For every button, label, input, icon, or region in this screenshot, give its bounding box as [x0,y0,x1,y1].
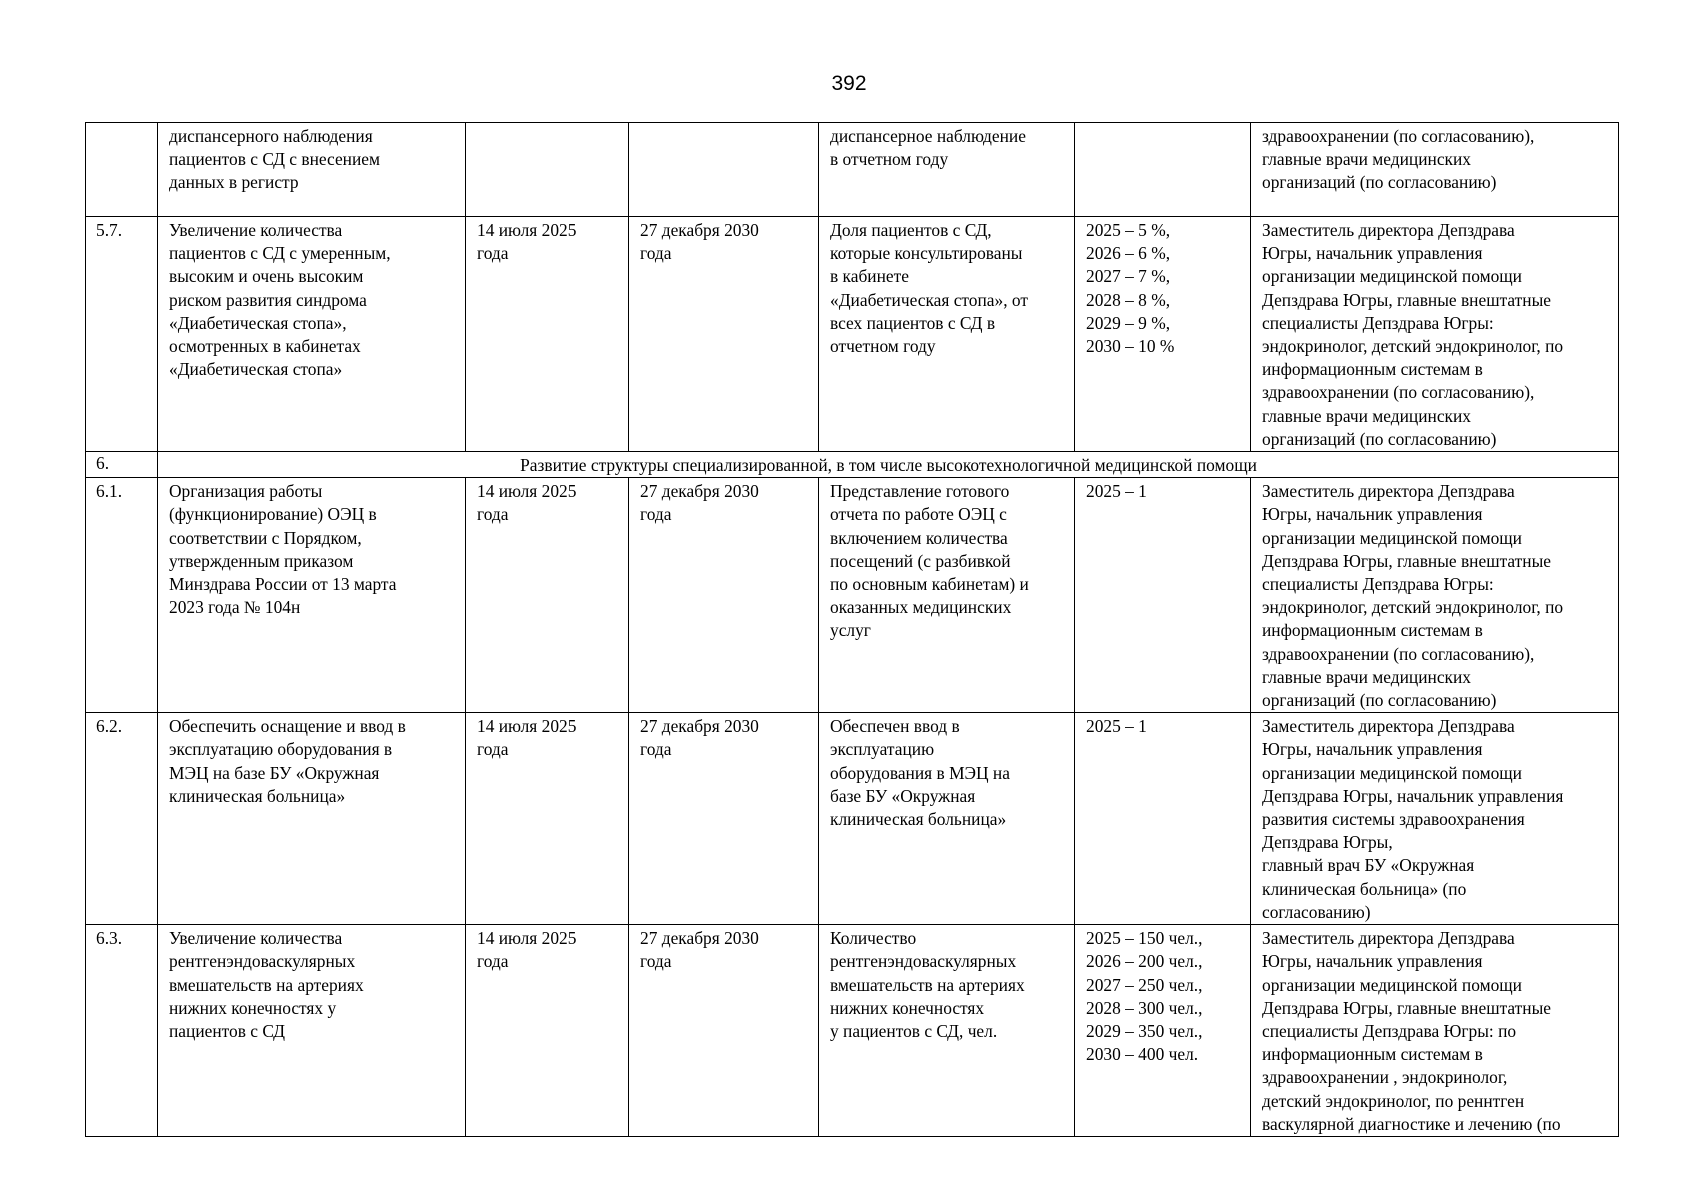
values-cell: 2025 – 1 [1075,713,1251,925]
indicator-cell: Обеспечен ввод в эксплуатацию оборудования в МЭЦ на базе БУ «Окружная клиническая больница» [819,713,1075,925]
row-number: 5.7. [86,217,158,452]
table-row [86,478,1619,713]
responsible-cell: Заместитель директора Депздрава Югры, начальник управления организации медицинской помощи Депздрава Югры, главные внештатные специалисты Депздрава Югры: по информационным системам в здравоохранении , эндокринолог, детский эндокринолог, по реннтген васкулярной диагностике и лечению (по [1251,925,1619,1137]
row-number: 6.3. [86,925,158,1137]
section-row [86,452,1619,478]
responsible-cell: Заместитель директора Депздрава Югры, начальник управления организации медицинской помощи Депздрава Югры, главные внештатные специалисты Депздрава Югры: эндокринолог, детский эндокринолог, по информационным системам в здравоохранении (по согласованию), главные врачи медицинских организаций (по согласованию) [1251,478,1619,713]
table-row [86,123,1619,217]
activity-cell: Обеспечить оснащение и ввод в эксплуатацию оборудования в МЭЦ на базе БУ «Окружная клиническая больница» [158,713,466,925]
values-cell: 2025 – 150 чел., 2026 – 200 чел., 2027 – 250 чел., 2028 – 300 чел., 2029 – 350 чел., 2030 – 400 чел. [1075,925,1251,1137]
start-date-cell: 14 июля 2025 года [466,478,629,713]
start-date-cell: 14 июля 2025 года [466,713,629,925]
start-date-cell: 14 июля 2025 года [466,217,629,452]
responsible-cell: Заместитель директора Депздрава Югры, начальник управления организации медицинской помощи Депздрава Югры, начальник управления развития системы здравоохранения Депздрава Югры, главный врач БУ «Окружная клиническая больница» (по согласованию) [1251,713,1619,925]
indicator-cell: Представление готового отчета по работе ОЭЦ с включением количества посещений (с разбивкой по основным кабинетам) и оказанных медицинских услуг [819,478,1075,713]
table-row [86,217,1619,452]
values-cell [1075,123,1251,217]
end-date-cell [629,123,819,217]
end-date-cell: 27 декабря 2030 года [629,478,819,713]
values-cell: 2025 – 5 %, 2026 – 6 %, 2027 – 7 %, 2028 – 8 %, 2029 – 9 %, 2030 – 10 % [1075,217,1251,452]
end-date-cell: 27 декабря 2030 года [629,925,819,1137]
page-number: 392 [831,72,867,95]
end-date-cell: 27 декабря 2030 года [629,217,819,452]
table-row [86,925,1619,1137]
row-number [86,123,158,217]
measures-table [85,122,1619,1137]
start-date-cell: 14 июля 2025 года [466,925,629,1137]
row-number: 6.1. [86,478,158,713]
responsible-cell: Заместитель директора Депздрава Югры, начальник управления организации медицинской помощи Депздрава Югры, главные внештатные специалисты Депздрава Югры: эндокринолог, детский эндокринолог, по информационным системам в здравоохранении (по согласованию), главные врачи медицинских организаций (по согласованию) [1251,217,1619,452]
indicator-cell: диспансерное наблюдение в отчетном году [819,123,1075,217]
indicator-cell: Доля пациентов с СД, которые консультированы в кабинете «Диабетическая стопа», от всех пациентов с СД в отчетном году [819,217,1075,452]
indicator-cell: Количество рентгенэндоваскулярных вмешательств на артериях нижних конечностях у пациентов с СД, чел. [819,925,1075,1137]
row-number: 6.2. [86,713,158,925]
section-title: Развитие структуры специализированной, в том числе высокотехнологичной медицинской помощи [158,452,1619,478]
activity-cell: Увеличение количества рентгенэндоваскулярных вмешательств на артериях нижних конечностях у пациентов с СД [158,925,466,1137]
values-cell: 2025 – 1 [1075,478,1251,713]
section-number: 6. [86,452,158,478]
activity-cell: Увеличение количества пациентов с СД с умеренным, высоким и очень высоким риском развития синдрома «Диабетическая стопа», осмотренных в кабинетах «Диабетическая стопа» [158,217,466,452]
table-row [86,713,1619,925]
activity-cell: Организация работы (функционирование) ОЭЦ в соответствии с Порядком, утвержденным приказом Минздрава России от 13 марта 2023 года № 104н [158,478,466,713]
end-date-cell: 27 декабря 2030 года [629,713,819,925]
start-date-cell [466,123,629,217]
responsible-cell: здравоохранении (по согласованию), главные врачи медицинских организаций (по согласованию) [1251,123,1619,217]
activity-cell: диспансерного наблюдения пациентов с СД с внесением данных в регистр [158,123,466,217]
